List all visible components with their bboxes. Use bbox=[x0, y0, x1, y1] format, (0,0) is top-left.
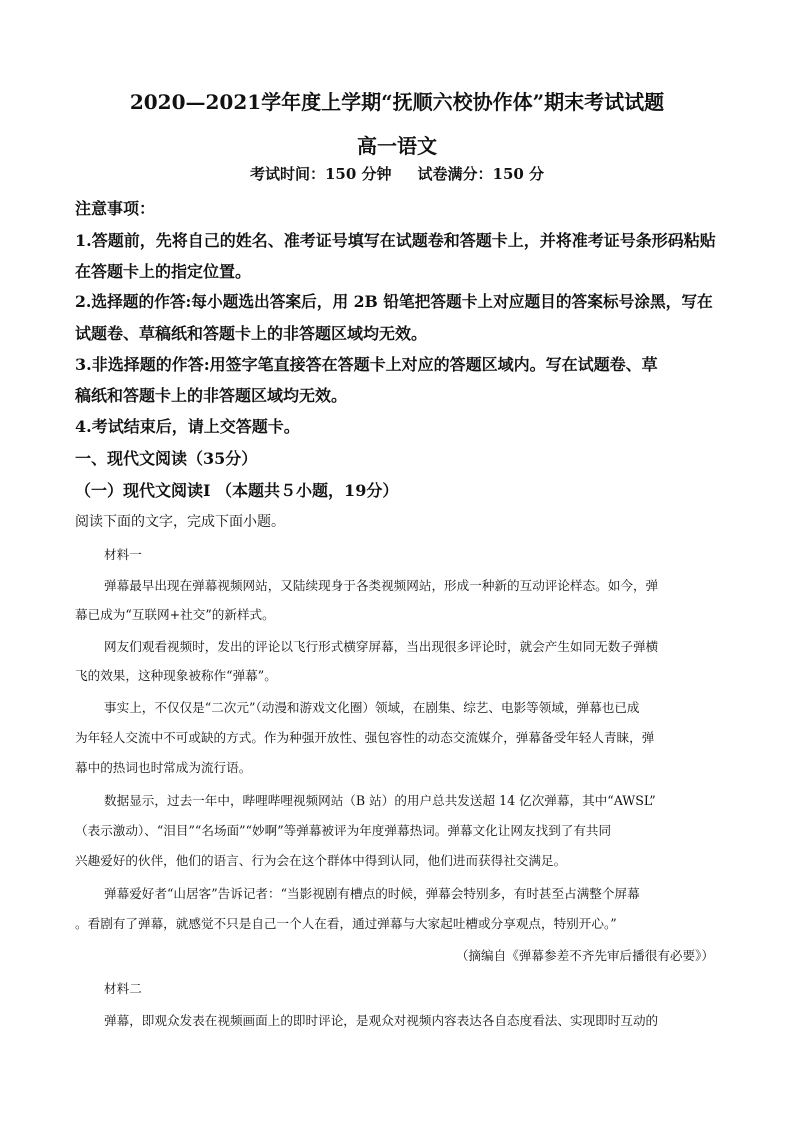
notice-item-1-line-2: 在答题卡上的指定位置。 bbox=[75, 262, 252, 281]
notice-item-2-line-1: 2.选择题的作答:每小题选出答案后，用 2B 铅笔把答题卡上对应题目的答案标号涂黑，写在 bbox=[75, 292, 713, 311]
notice-heading: 注意事项： bbox=[75, 199, 156, 218]
material-1-p2-line-2: 飞的效果，这种现象被称作“弹幕”。 bbox=[75, 668, 277, 683]
subject-title: 高一语文 bbox=[357, 134, 437, 158]
material-1-p2-line-1: 网友们观看视频时，发出的评论以飞行形式横穿屏幕，当出现很多评论时，就会产生如同无数子弹横 bbox=[104, 639, 659, 654]
notice-item-1-line-1: 1.答题前，先将自己的姓名、准考证号填写在试题卷和答题卡上，并将准考证号条形码粘贴 bbox=[75, 231, 716, 250]
material-2-p1-line-1: 弹幕，即观众发表在视频画面上的即时评论，是观众对视频内容表达各自态度看法、实现即时互动的 bbox=[104, 1013, 659, 1028]
exam-info bbox=[0, 163, 794, 184]
material-1-p3-line-2: 为年轻人交流中不可或缺的方式。作为种强开放性、强包容性的动态交流媒介，弹幕备受年轻人青睐，弹 bbox=[75, 730, 655, 745]
material-1-p4-line-3: 兴趣爱好的伙伴，他们的语言、行为会在这个群体中得到认同，他们进而获得社交满足。 bbox=[75, 853, 567, 868]
exam-time: 考试时间：150 分钟 bbox=[249, 165, 392, 183]
section-heading: 一、现代文阅读（35分） bbox=[75, 449, 258, 468]
notice-item-3-line-1: 3.非选择题的作答:用签字笔直接答在答题卡上对应的答题区域内。写在试题卷、草 bbox=[75, 355, 658, 374]
material-1-source: （摘编自《弹幕参差不齐先审后播很有必要》） bbox=[455, 948, 714, 963]
material-1-label: 材料一 bbox=[104, 547, 142, 562]
notice-item-4: 4.考试结束后，请上交答题卡。 bbox=[75, 417, 300, 436]
material-1-p5-line-2: 。看剧有了弹幕，就感觉不只是自己一个人在看，通过弹幕与大家起吐槽或分享观点，特别开心。” bbox=[75, 916, 617, 931]
material-1-p3-line-3: 幕中的热词也时常成为流行语。 bbox=[75, 760, 252, 775]
material-2-label: 材料二 bbox=[104, 981, 142, 996]
full-score: 试卷满分：150 分 bbox=[417, 165, 545, 183]
material-1-p5-line-1: 弹幕爱好者“山居客”告诉记者：“当影视剧有槽点的时候，弹幕会特别多，有时甚至占满整个屏幕 bbox=[104, 886, 640, 901]
material-1-p1-line-2: 幕已成为“互联网+社交”的新样式。 bbox=[75, 607, 275, 622]
material-1-p3-line-1: 事实上，不仅仅是“二次元”（动漫和游戏文化圈）领域，在剧集、综艺、电影等领域，弹幕也已成 bbox=[104, 700, 640, 715]
notice-item-3-line-2: 稿纸和答题卡上的非答题区域均无效。 bbox=[75, 386, 348, 405]
material-1-p4-line-1: 数据显示，过去一年中，哔哩哔哩视频网站（B 站）的用户总共发送超 14 亿次弹幕，其中“AWSL” bbox=[104, 793, 656, 808]
exam-title: 2020—2021学年度上学期“抚顺六校协作体”期末考试试题 bbox=[129, 90, 665, 114]
instruction: 阅读下面的文字，完成下面小题。 bbox=[75, 514, 285, 530]
sub-section-heading: （一）现代文阅读Ⅰ （本题共５小题，19分） bbox=[75, 481, 399, 500]
material-1-p4-line-2: （表示激动）、“泪目”“名场面”“妙啊”等弹幕被评为年度弹幕热词。弹幕文化让网友找到了有共同 bbox=[75, 823, 612, 838]
notice-item-2-line-2: 试题卷、草稿纸和答题卡上的非答题区域均无效。 bbox=[75, 324, 428, 343]
material-1-p1-line-1: 弹幕最早出现在弹幕视频网站，又陆续现身于各类视频网站，形成一种新的互动评论样态。如今，弹 bbox=[104, 578, 659, 593]
